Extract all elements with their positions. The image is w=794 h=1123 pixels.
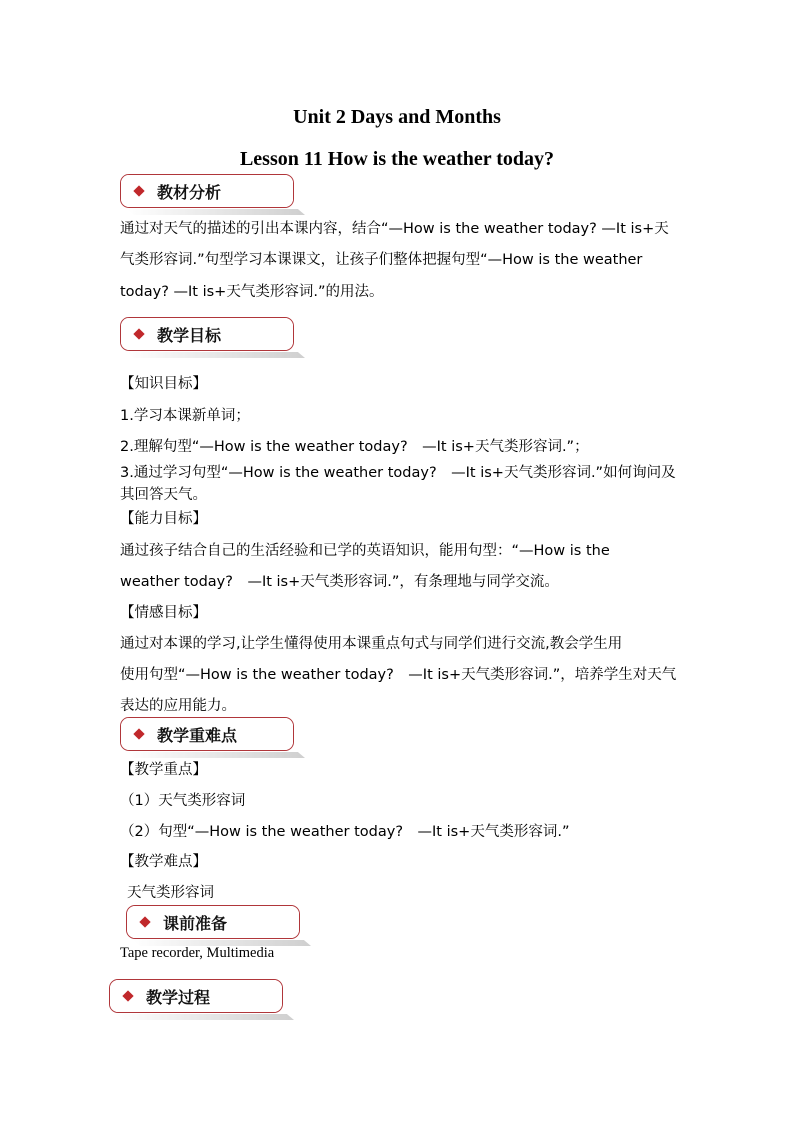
section-header-preparation: [126, 905, 300, 939]
knowledge-item-3a: 3.通过学习句型“—How is the weather today? —It is+天气类形容词.”如何询问及: [120, 465, 676, 481]
key-heading: 【教学重点】: [120, 762, 207, 778]
difficult-item-1: 天气类形容词: [127, 885, 214, 901]
unit-title: Unit 2 Days and Months: [293, 106, 501, 128]
knowledge-item-3b: 其回答天气。: [120, 487, 207, 503]
diamond-bullet-icon: [133, 328, 144, 339]
difficult-heading: 【教学难点】: [120, 854, 207, 870]
key-item-1: （1）天气类形容词: [120, 793, 246, 809]
emotion-heading: 【情感目标】: [120, 605, 207, 621]
knowledge-item-1: 1.学习本课新单词；: [120, 408, 250, 424]
section-header-objectives: [120, 317, 294, 351]
section-label: 教学过程: [146, 987, 211, 1007]
diamond-bullet-icon: [122, 990, 133, 1001]
ability-line-1: 通过孩子结合自己的生活经验和已学的英语知识，能用句型：“—How is the: [120, 543, 610, 559]
emotion-line-3: 表达的应用能力。: [120, 698, 236, 714]
section-label: 教学目标: [157, 325, 222, 345]
knowledge-heading: 【知识目标】: [120, 376, 207, 392]
diamond-bullet-icon: [133, 728, 144, 739]
key-item-2: （2）句型“—How is the weather today? —It is+天气类形容词.”: [120, 824, 570, 840]
ability-heading: 【能力目标】: [120, 511, 207, 527]
section-label: 课前准备: [163, 913, 228, 933]
ability-line-2: weather today? —It is+天气类形容词.”，有条理地与同学交流。: [120, 574, 559, 590]
section-label: 教材分析: [157, 182, 222, 202]
analysis-line-3: today? —It is+天气类形容词.”的用法。: [120, 284, 384, 300]
preparation-text: Tape recorder, Multimedia: [120, 945, 275, 961]
section-header-analysis: [120, 174, 294, 208]
diamond-bullet-icon: [139, 916, 150, 927]
section-header-keypoints: [120, 717, 294, 751]
section-label: 教学重难点: [157, 725, 238, 745]
lesson-title: Lesson 11 How is the weather today?: [239, 148, 555, 170]
emotion-line-2: 使用句型“—How is the weather today? —It is+天气类形容词.”，培养学生对天气: [120, 667, 677, 683]
emotion-line-1: 通过对本课的学习,让学生懂得使用本课重点句式与同学们进行交流,教会学生用: [120, 636, 623, 652]
knowledge-item-2: 2.理解句型“—How is the weather today? —It is+天气类形容词.”；: [120, 439, 589, 455]
analysis-line-2: 气类形容词.”句型学习本课课文，让孩子们整体把握句型“—How is the weather: [120, 252, 643, 268]
diamond-bullet-icon: [133, 185, 144, 196]
section-header-process: [109, 979, 283, 1013]
analysis-line-1: 通过对天气的描述的引出本课内容，结合“—How is the weather today? —It is+天: [120, 221, 669, 237]
